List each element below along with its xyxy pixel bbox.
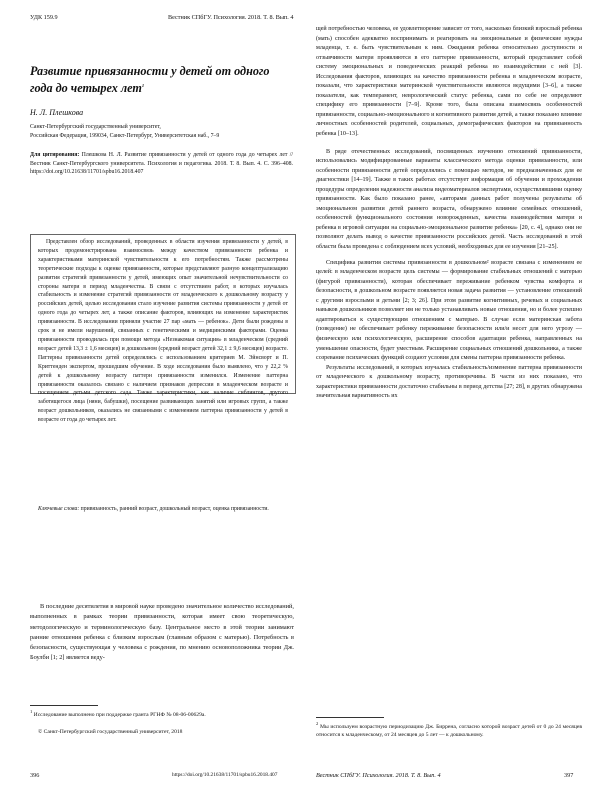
title-footnote-marker: 1 (141, 82, 145, 88)
footnote-rule-left (30, 705, 98, 706)
article-title-text: Развитие привязанности у детей от одного года до четырех лет (30, 64, 270, 95)
page-number-left: 396 (30, 772, 40, 779)
keywords (38, 505, 288, 514)
citation-label: Для цитирования: (30, 152, 80, 158)
left-body-paragraph: В последние десятилетия в мировой науке проведено значительное количество исследований, выполненных в рамках теории привязанности, которая имеет свою теоретическую, методологическую и терминологическую базу. Центральное место в этой теории занимают ранние отношения ребенка с близким взрослым (главным образом с матерью). Потребность в безопасности, существующая у человека с рождения, по мнению основоположника теории Дж. Боулби [1; 2] является веду- (30, 603, 294, 662)
right-paragraph-3: Специфика развития системы привязанности в дошкольном² возрасте связана с изменением ее целей: в младенческом возрасте цель системы — формирование стабильных отношений с матерью (фигурой привязанности), которая обеспечивает переживание ребенком чувства комфорта и безопасности, в дошкольном возрасте появляется новая задача развития — установление отношений с другими взрослыми и детьми [2; 3; 26]. При этом развитие когнитивных, речевых и социальных навыков дошкольников позволяет им не только устанавливать новые отношения, но и более успешно адаптироваться к существующим отношениям с матерью. В случае если материнская забота (поведение) не обеспечивает ребенку переживание безопасности или/и несет для него угрозу — физическую или психологическую, расширение способов адаптации ребенка, направленных на уменьшение опасности, будет уместным. Расширение социальных отношений дошкольника, а также созревание психических функций создают условия для смены паттерна привязанности ребенка. (316, 259, 582, 362)
footnote-right-marker: 2 (316, 721, 319, 727)
copyright: © Санкт-Петербургский государственный университет, 2018 (38, 729, 183, 735)
udk-code: УДК 159.9 (30, 14, 58, 21)
footnote-right-text: Мы используем возрастную периодизацию Дж. Биррена, согласно которой возраст детей от 0 до 24 месяцев относится к младенческому, от 24 месяцев до 5 лет — к дошкольному. (316, 724, 582, 738)
affiliation (30, 123, 290, 140)
right-paragraph-1: щей потребностью человека, ее удовлетворение зависит от того, насколько близкий взрослый ребенка (мать) способен адекватно воспринимать и реагировать на эмоциональные и физические нужды младенца, т. е. быть чувствительным к ним. Ожидания ребенка относительно доступности и отзывчивости матери проявляются в его паттерне привязанности, который представляет собой систему эмоциональных и поведенческих реакций ребенка во взаимодействии с ней [3]. Исследования факторов, влияющих на качество привязанности ребенка в младенческом возрасте, показали, что характеристики материнской чувствительности являются ведущими [3–6], а также показатели, как темперамент, неврологический статус ребенка, сами по себе не определяют специфику его привязанности [7–9]. Кроме того, была описана взаимосвязь особенностей привязанности, социально-эмоционального и когнитивного развития детей, а также показано влияние личностных особенностей родителей, социальных, демографических факторов на привязанность ребенка [10–13]. (316, 26, 582, 138)
affiliation-line-2: Российская Федерация, 199034, Санкт-Петербург, Университетская наб., 7–9 (30, 132, 220, 139)
journal-footer: Вестник СПбГУ. Психология. 2018. Т. 8. Вып. 4 (316, 772, 441, 779)
affiliation-line-1: Санкт-Петербургский государственный университет, (30, 124, 161, 130)
footnote-left-text: Исследование выполнено при поддержке гранта РГНФ № 08-06-00629а. (33, 712, 206, 718)
article-title (30, 63, 290, 97)
left-body (30, 602, 294, 664)
right-paragraph-4: Результаты исследований, в которых изучалась стабильность/изменение паттерна привязанности от младенческого к дошкольному возрасту, противоречивы. В части из них показано, что характеристики привязанности достаточно стабильны в период детства [27; 28], в других обнаружена значительная вариативность их (316, 364, 582, 400)
footnote-rule-right (316, 717, 384, 718)
citation (30, 151, 293, 177)
abstract (38, 238, 288, 425)
abstract-text: Представлен обзор исследований, проведенных в области изучения привязанности у детей, в которых продемонстрирована взаимосвязь между качеством привязанности ребенка и характеристиками материнской чувствительности к его потребностям. Также рассмотрены теоретические подходы к оценке привязанности, которые представляют разную концептуализацию развития стратегий привязанности у детей, имеющих опыт значительной нечувствительности со стороны матери в период младенчества. В связи с отсутствием работ, в которых изучалась стабильность и изменение стратегий привязанности от младенческого к дошкольному возрасту у российских детей, целью исследования стало изучение развития системы привязанности у детей от одного года до четырех лет, а также описание факторов, влияющих на изменение характеристик привязанности. В исследовании приняли участие 27 пар «мать — ребенок». Дети были рождены в срок и не имели нарушений, связанных с генетическими и медицинскими факторами. Оценка привязанности проводилась при помощи метода «Незнакомая ситуация» в младенческом (средний возраст детей 13,3 ± 1,6 месяцев) и дошкольном (средний возраст детей 32,1 ± 9,6 месяцев) возрасте. Паттерны привязанности детей определялись с использованием критериев М. Эйнсворт и П. Криттенден экспертом, прошедшим обучение. В ходе исследования было выявлено, что у 22,2 % детей к дошкольному возрасту паттерн привязанности изменился. Изменение паттерна привязанности оказалось связано с наличием признаков депрессии в младенческом возрасте и посещением детьми детского сада. Также характеристики, как наличие сиблингов, другого заботящегося лица (няни, бабушки), посещение развивающих занятий или игровых групп, а также возраст дошкольников, оказались не связанными с изменением паттерна привязанности у детей в возрасте от года до четырех лет. (38, 239, 288, 424)
journal-header: Вестник СПбГУ. Психология. 2018. Т. 8. Вып. 4 (168, 14, 294, 21)
keywords-label: Ключевые слова: (38, 506, 80, 512)
footnote-right (316, 723, 582, 739)
footnote-left-marker: 1 (30, 709, 33, 715)
keywords-text: привязанность, ранний возраст, дошкольный возраст, оценка привязанности. (80, 506, 269, 512)
author-name: Н. Л. Плешкова (30, 108, 84, 117)
right-column (316, 25, 582, 402)
citation-text: Плешкова Н. Л. Развитие привязанности у детей от одного года до четырех лет // Вестник Санкт-Петербургского университета. Психология и педагогика. 2018. Т. 8. Вып. 4. С. 396–408. https://doi.org/10.21638/11701/spbu16.2018.407 (30, 152, 294, 176)
right-paragraph-2: В ряде отечественных исследований, посвященных изучению отношений привязанности, использовались модифицированные варианты классического метода оценки привязанности, или особенности привязанности детей определялись с помощью методов, не предназначенных для ее диагностики [14–19]. Также в таких работах отсутствует информация об обучении и прохождении процедуры определения надежности анализа видеоматериалов экспертами, осуществлявшими оценку привязанности. Как было показано ранее, «авторами данных работ получены результаты об эмоциональном развитии детей раннего возраста, обнаружено влияние семейных отношений, особенностей функционального состояния новорожденных, качества взаимодействия матери и ребенка в игровой ситуации на социально-эмоциональное развитие ребенка» [20, с. 4], однако они не позволяют делать вывод о качестве привязанности российских детей. Часть исследований в этой области была проведена с соблюдением всех условий, необходимых для ее изучения [21–25]. (316, 148, 582, 251)
footnote-left (30, 711, 294, 719)
page-number-right: 397 (564, 772, 574, 779)
doi-footer: https://doi.org/10.21638/11701/spbu16.2018.407 (172, 772, 278, 778)
